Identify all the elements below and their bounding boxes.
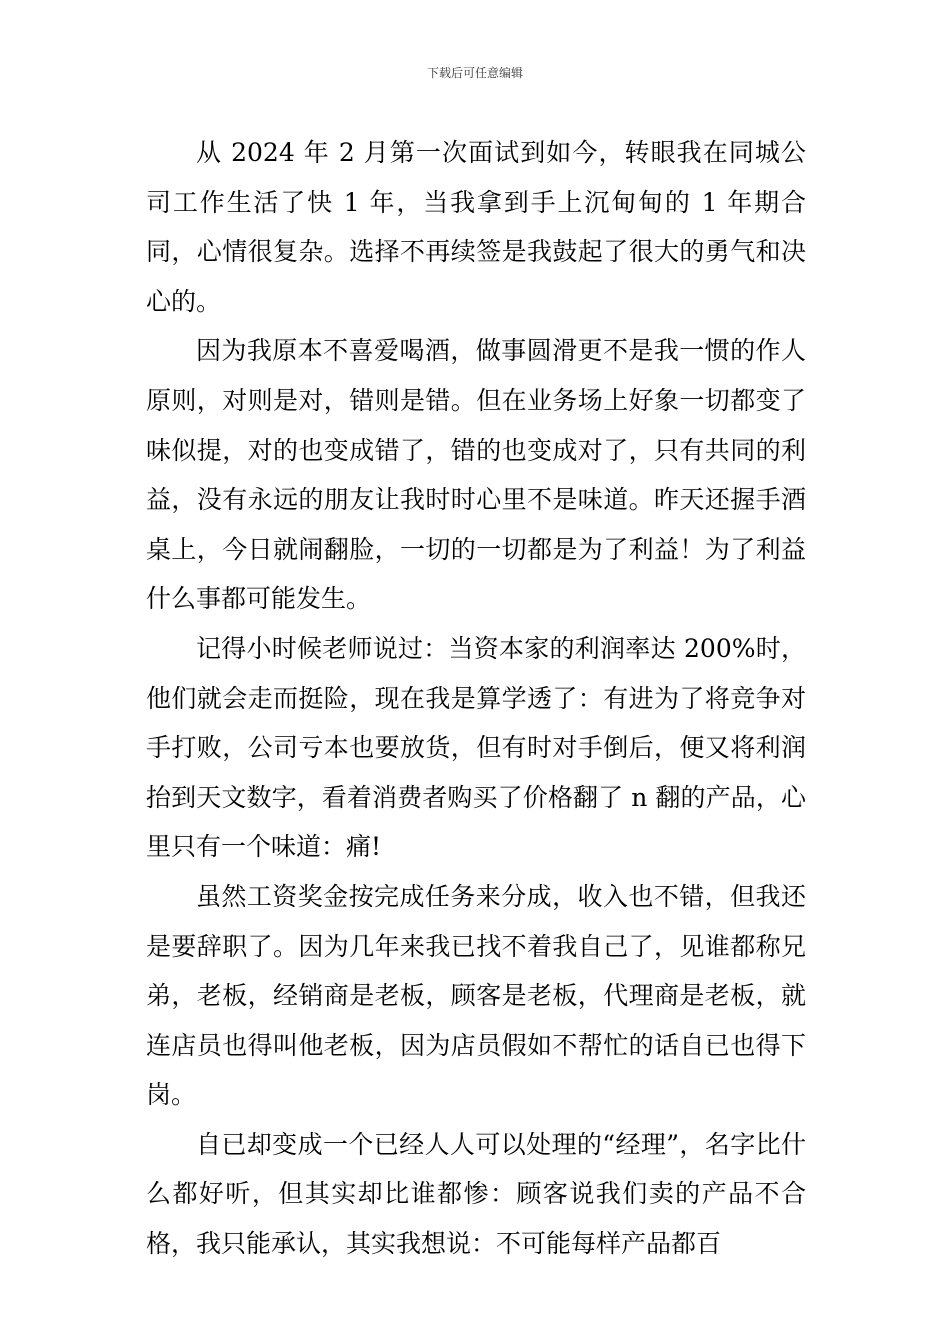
paragraph: 记得小时候老师说过：当资本家的利润率达 200%时，他们就会走而挺险，现在我是算学透了：有进为了将竞争对手打败，公司亏本也要放货，但有时对手倒后，便又将利润抬到天文数字，看着消费者购买了价格翻了 n 翻的产品，心里只有一个味道：痛!	[146, 633, 806, 862]
page-header: 下载后可任意编辑	[426, 66, 523, 80]
paragraph: 自已却变成一个已经人人可以处理的“经理”，名字比什么都好听，但其实却比谁都惨：顾客说我们卖的产品不合格，我只能承认，其实我想说：不可能每样产品都百	[146, 1129, 806, 1259]
paragraph: 从 2024 年 2 月第一次面试到如今，转眼我在同城公司工作生活了快 1 年，当我拿到手上沉甸甸的 1 年期合同，心情很复杂。选择不再续签是我鼓起了很大的勇气和决心的。	[146, 138, 806, 316]
document-body	[146, 128, 806, 1269]
paragraph: 虽然工资奖金按完成任务来分成，收入也不错，但我还是要辞职了。因为几年来我已找不着我自己了，见谁都称兄弟，老板，经销商是老板，顾客是老板，代理商是老板，就连店员也得叫他老板，因为店员假如不帮忙的话自已也得下岗。	[146, 881, 806, 1110]
paragraph: 因为我原本不喜爱喝酒，做事圆滑更不是我一惯的作人原则，对则是对，错则是错。但在业务场上好象一切都变了味似提，对的也变成错了，错的也变成对了，只有共同的利益，没有永远的朋友让我时时心里不是味道。昨天还握手酒桌上，今日就闹翻脸，一切的一切都是为了利益！为了利益什么事都可能发生。	[146, 336, 806, 614]
